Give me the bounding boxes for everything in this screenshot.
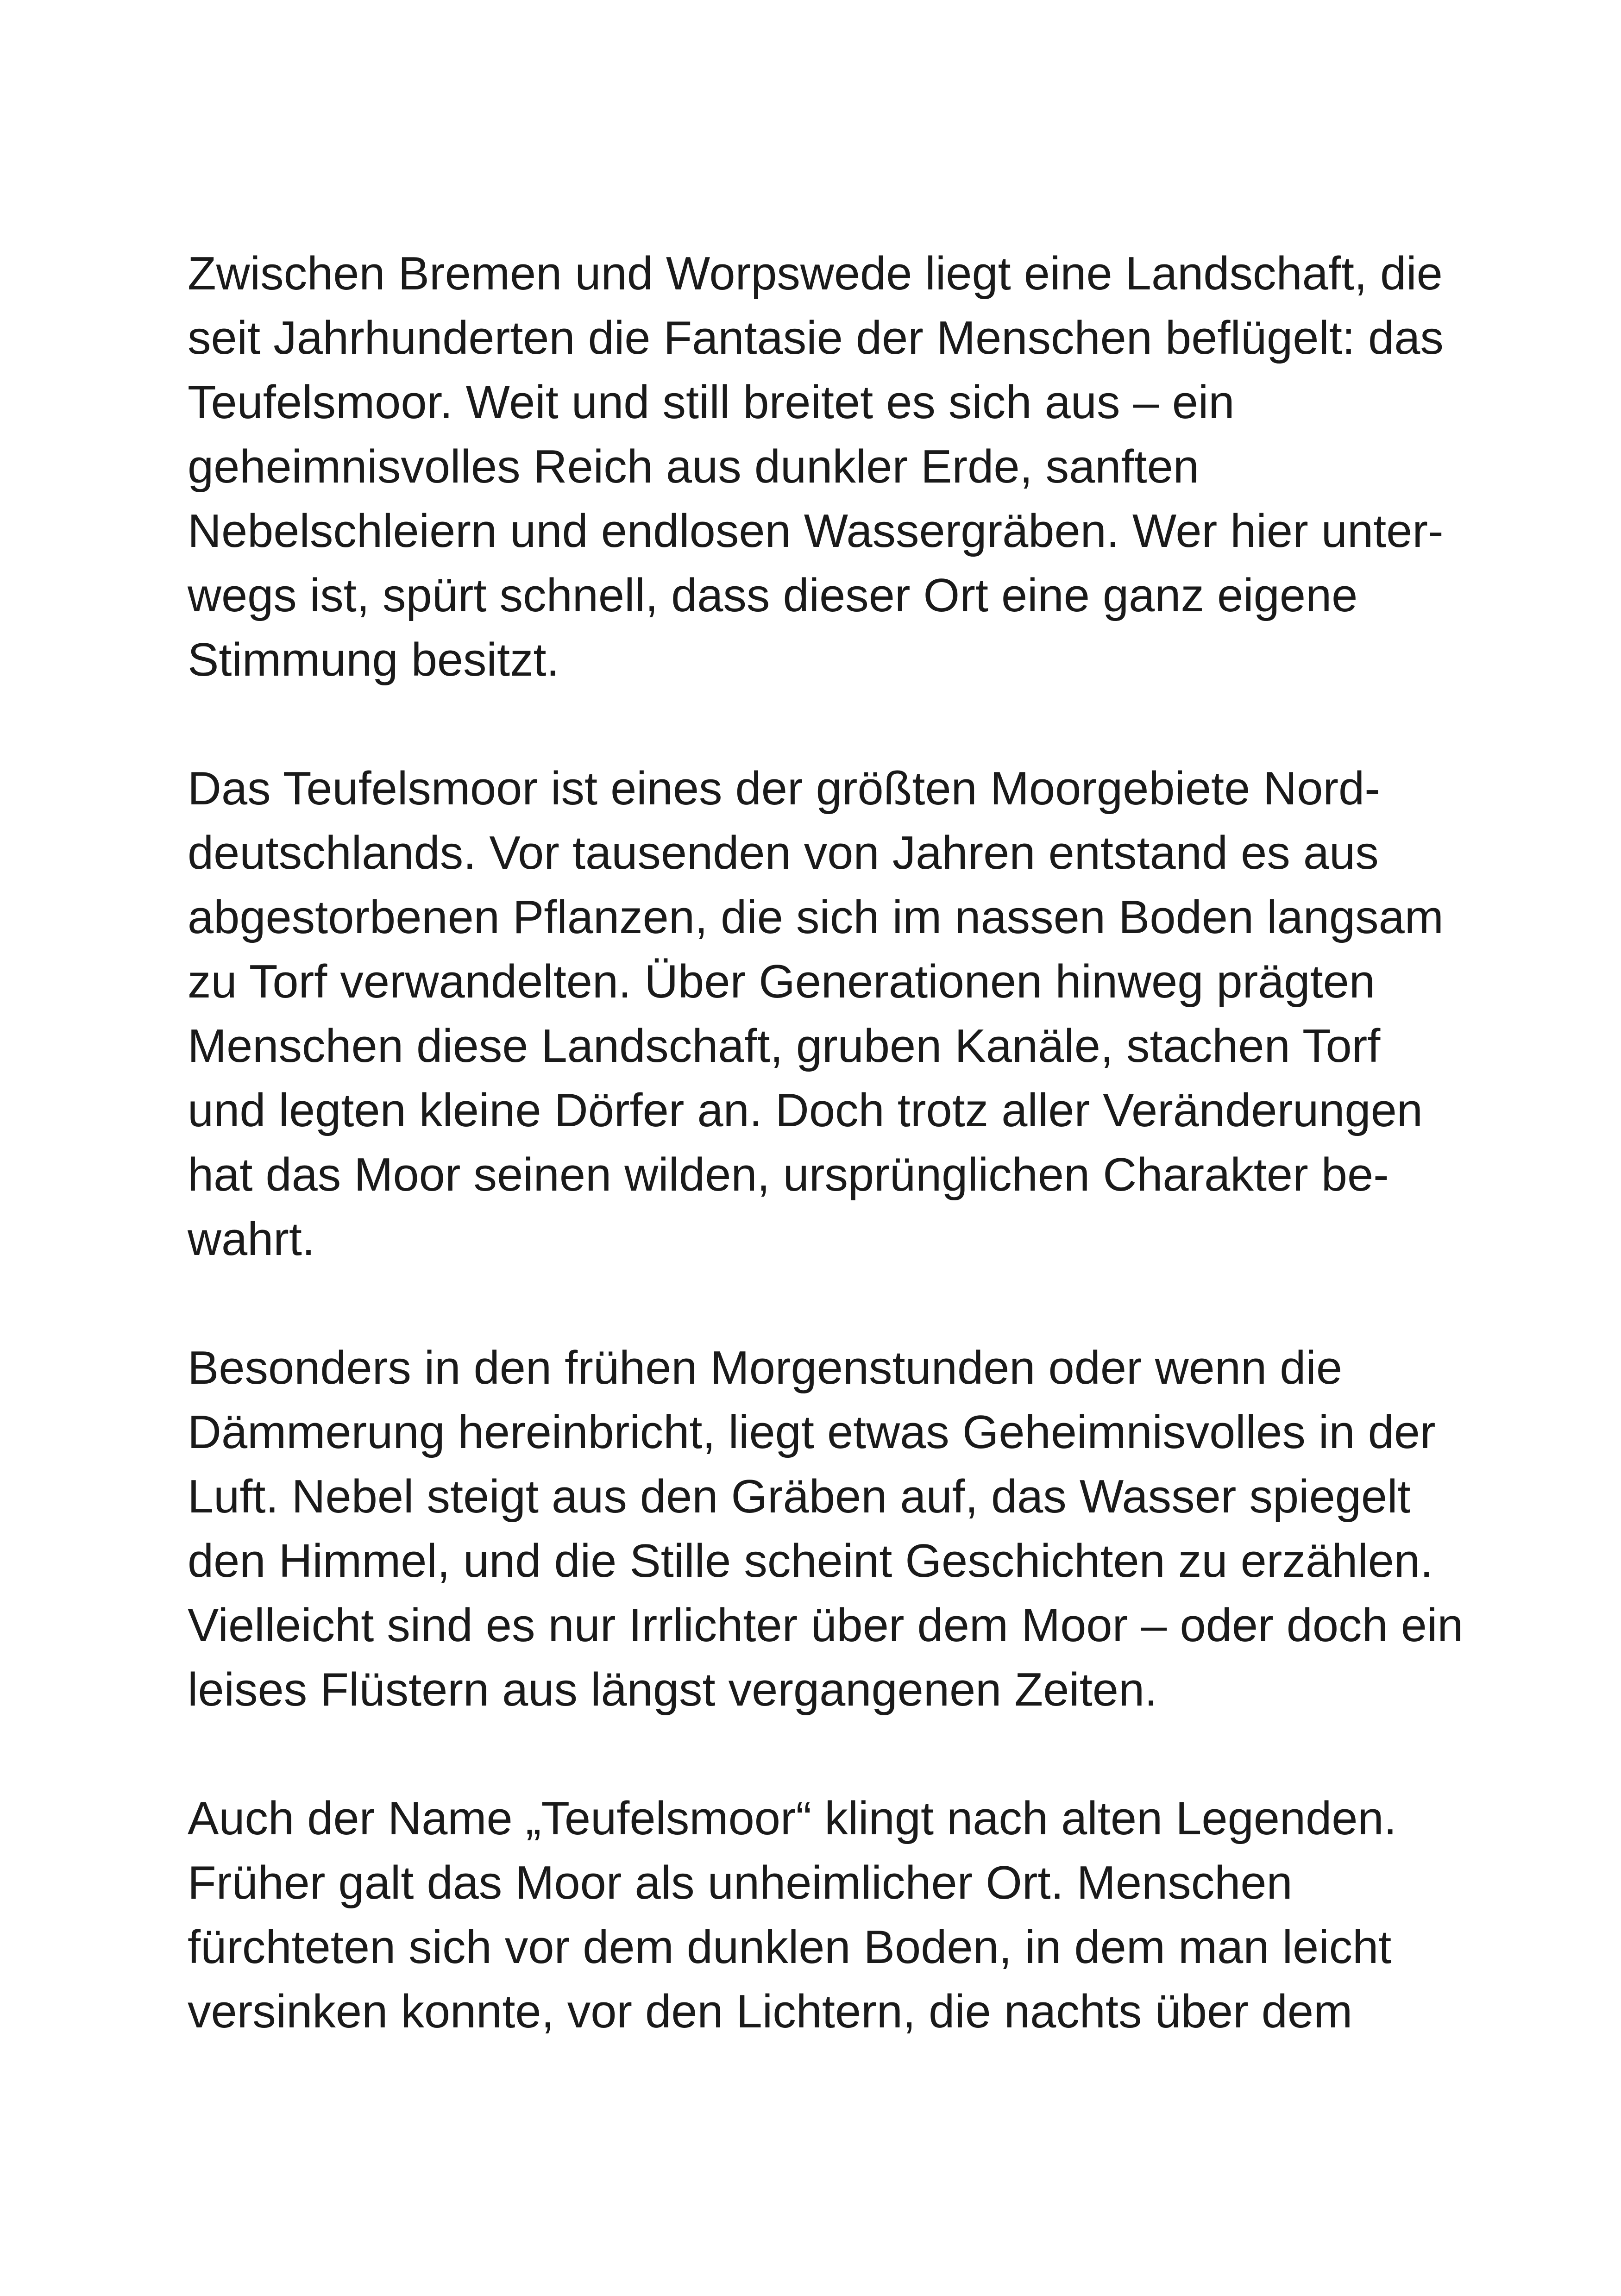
text-line: Teufelsmoor. Weit und still breitet es sich aus – ein [188,376,1235,428]
text-line: leises Flüstern aus längst vergangenen Zeiten. [188,1664,1158,1716]
text-line: seit Jahrhunderten die Fantasie der Menschen beflügelt: das [188,312,1444,364]
text-line: Das Teufelsmoor ist eines der größten Moorgebiete Nord- [188,763,1380,815]
text-line: Luft. Nebel steigt aus den Gräben auf, das Wasser spiegelt [188,1471,1411,1523]
paragraph-spacer [188,1722,1461,1787]
paragraph-2 [188,757,1461,1272]
paragraph-spacer [188,1272,1461,1336]
text-line: Dämmerung hereinbricht, liegt etwas Geheimnisvolles in der [188,1406,1436,1458]
text-line: fürchteten sich vor dem dunklen Boden, in dem man leicht [188,1921,1392,1973]
text-line: Stimmung besitzt. [188,634,559,686]
paragraph-spacer [188,692,1461,757]
text-line: wegs ist, spürt schnell, dass dieser Ort eine ganz eigene [188,570,1358,621]
text-line: den Himmel, und die Stille scheint Geschichten zu erzählen. [188,1535,1433,1587]
text-line: hat das Moor seinen wilden, ursprünglichen Charakter be- [188,1149,1389,1201]
paragraph-4 [188,1787,1461,2044]
text-line: Vielleicht sind es nur Irrlichter über dem Moor – oder doch ein [188,1600,1464,1651]
text-line: versinken konnte, vor den Lichtern, die nachts über dem [188,1986,1353,2038]
text-line: abgestorbenen Pflanzen, die sich im nassen Boden langsam [188,891,1444,943]
text-line: geheimnisvolles Reich aus dunkler Erde, sanften [188,441,1199,493]
text-line: Zwischen Bremen und Worpswede liegt eine Landschaft, die [188,248,1443,300]
text-line: Nebelschleiern und endlosen Wassergräben. Wer hier unter- [188,505,1444,557]
text-line: Früher galt das Moor als unheimlicher Ort. Menschen [188,1857,1293,1909]
text-line: Menschen diese Landschaft, gruben Kanäle, stachen Torf [188,1020,1381,1072]
text-line: Besonders in den frühen Morgenstunden oder wenn die [188,1342,1343,1394]
text-line: deutschlands. Vor tausenden von Jahren entstand es aus [188,827,1379,879]
text-line: wahrt. [188,1213,315,1265]
body-text [188,242,1464,2044]
text-line: zu Torf verwandelten. Über Generationen hinweg prägten [188,956,1376,1008]
paragraph-1 [188,242,1461,692]
paragraph-3 [188,1336,1464,1722]
text-line: und legten kleine Dörfer an. Doch trotz aller Veränderungen [188,1085,1423,1136]
text-line: Auch der Name „Teufelsmoor“ klingt nach alten Legenden. [188,1793,1397,1844]
